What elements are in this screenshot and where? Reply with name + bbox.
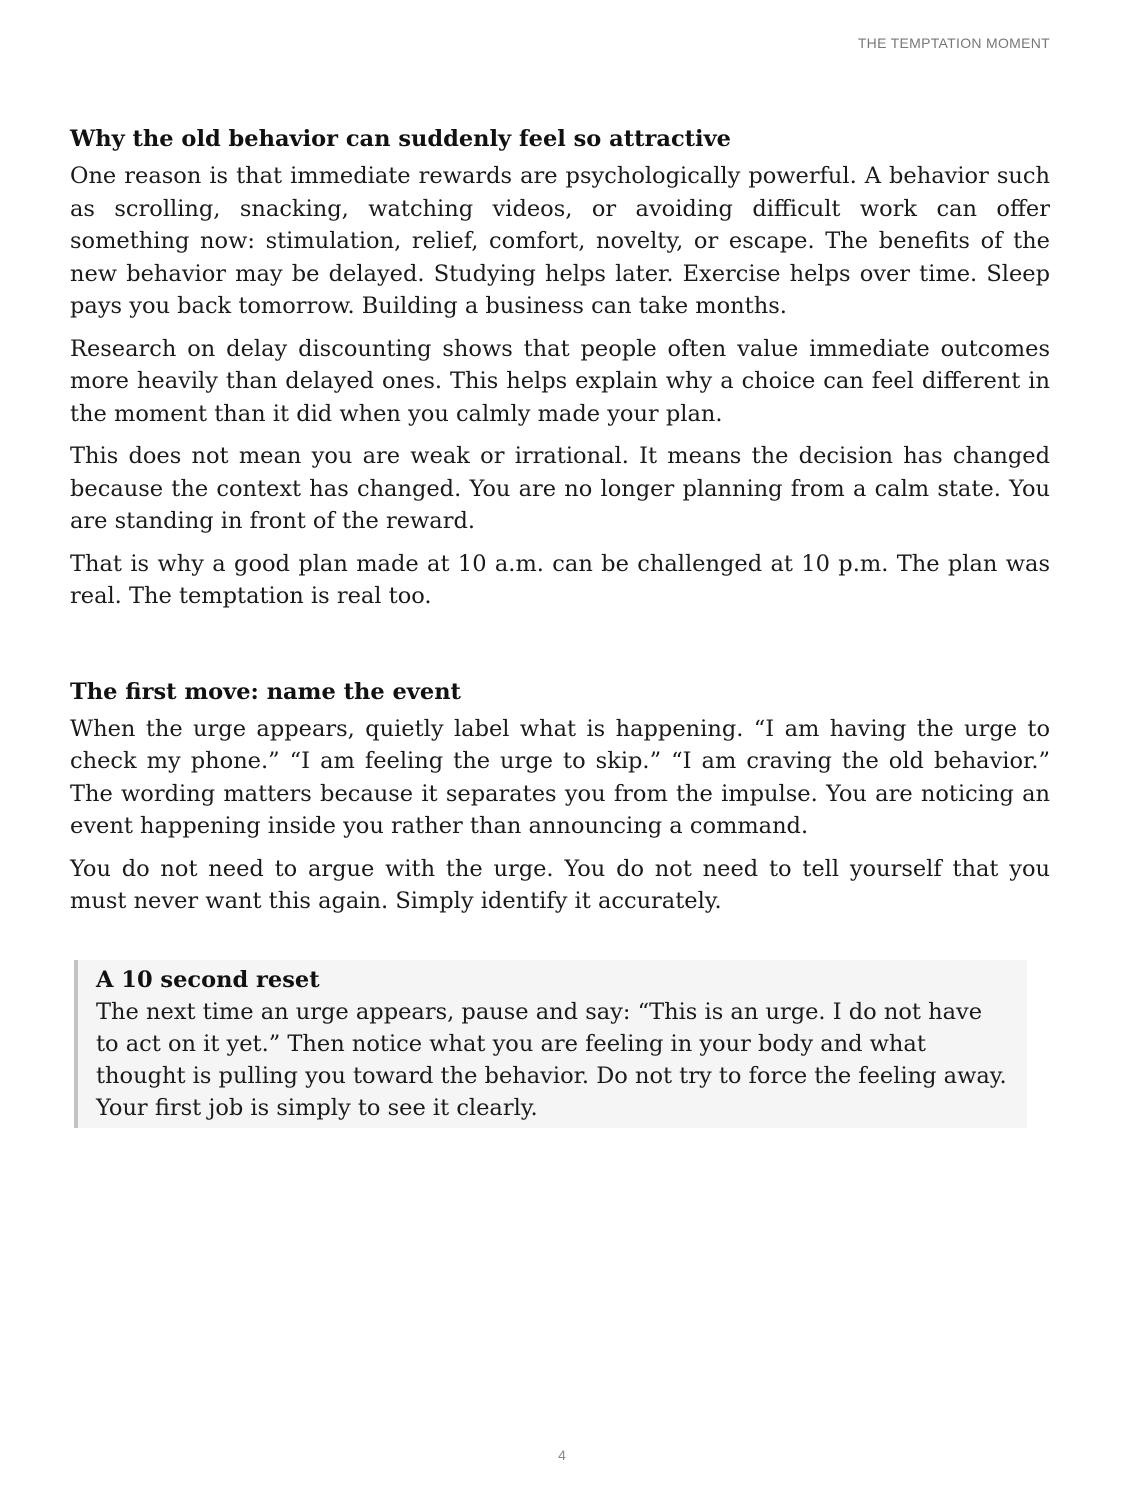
paragraph: Research on delay discounting shows that people often value immediate outcomes more heavily than delayed ones. This helps explain why a choice can feel different in the moment than it did when you calmly made your plan. [70, 335, 1050, 427]
page-content [70, 122, 1050, 1128]
running-header: THE TEMPTATION MOMENT [857, 35, 1050, 51]
callout-box [74, 960, 1027, 1128]
section-spacer [70, 623, 1050, 675]
page-number: 4 [558, 1447, 566, 1463]
paragraph: When the urge appears, quietly label what is happening. “I am having the urge to check my phone.” “I am feeling the urge to skip.” “I am craving the old behavior.” The wording matters because it separates you from the impulse. You are noticing an event happening inside you rather than announcing a command. [70, 715, 1050, 839]
callout-title: A 10 second reset [96, 966, 320, 993]
section-heading-attraction: Why the old behavior can suddenly feel so attractive [70, 126, 731, 152]
paragraph: One reason is that immediate rewards are psychologically powerful. A behavior such as scrolling, snacking, watching videos, or avoiding difficult work can offer something now: stimulation, relief, comfort, novelty, or escape. The benefits of the new behavior may be delayed. Studying helps later. Exercise helps over time. Sleep pays you back tomorrow. Building a business can take months. [70, 163, 1050, 319]
callout-body: The next time an urge appears, pause and say: “This is an urge. I do not have to act on it yet.” Then notice what you are feeling in your body and what thought is pulling you toward the behavior. Do not try to force the feeling away. Your first job is simply to see it clearly. [96, 998, 1007, 1121]
paragraph: You do not need to argue with the urge. You do not need to tell yourself that you must never want this again. Simply identify it accurately. [70, 855, 1050, 914]
paragraph: That is why a good plan made at 10 a.m. can be challenged at 10 p.m. The plan was real. The temptation is real too. [70, 550, 1050, 609]
paragraph: This does not mean you are weak or irrational. It means the decision has changed because the context has changed. You are no longer planning from a calm state. You are standing in front of the reward. [70, 443, 1050, 534]
section-heading-first-move: The first move: name the event [70, 678, 461, 705]
